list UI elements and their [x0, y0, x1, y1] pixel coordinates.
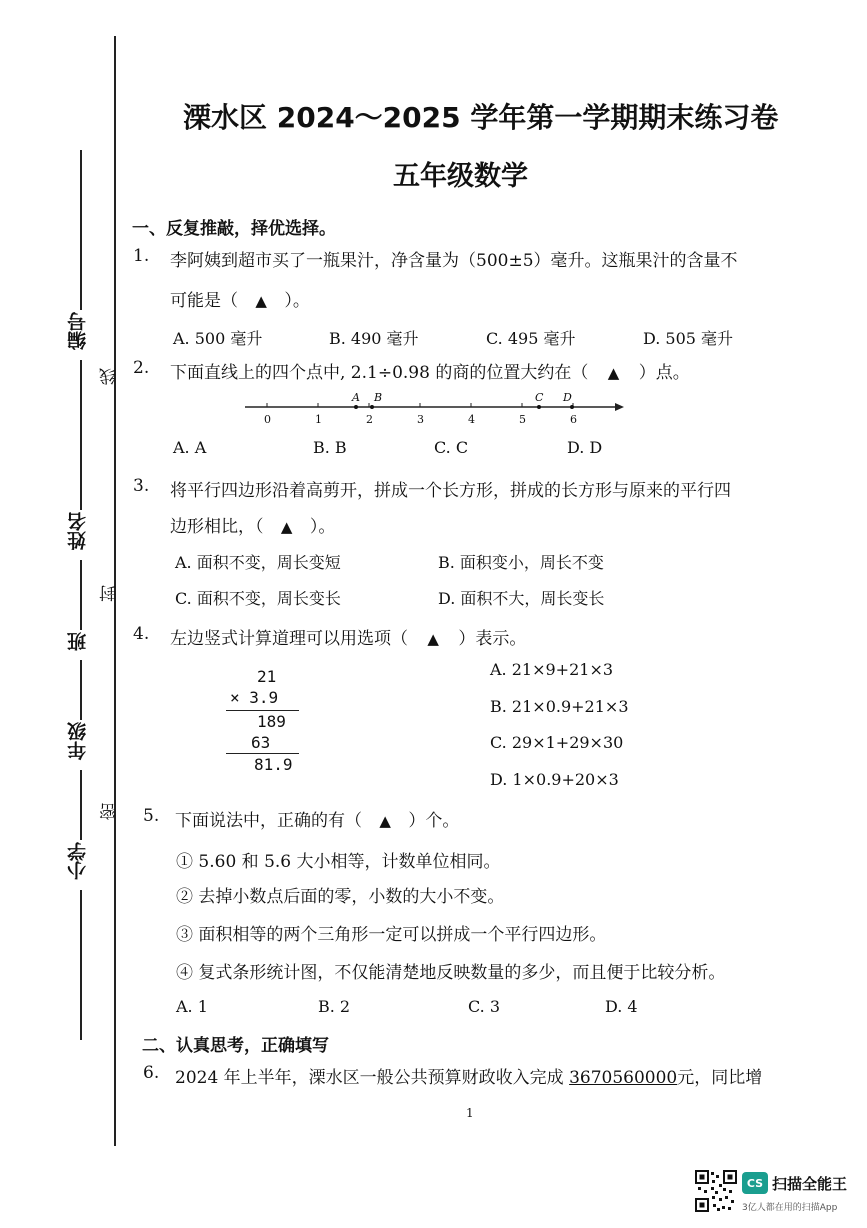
q3-line2-pre: 边形相比，（	[170, 517, 264, 537]
calc-row-1: 21	[257, 667, 277, 686]
q2-text	[170, 358, 690, 383]
q2-option-a: A. A	[173, 438, 207, 457]
q5-number: 5.	[143, 806, 160, 826]
section-1-heading: 一、反复推敲，择优选择。	[132, 219, 336, 239]
q3-option-c: C. 面积不变，周长变长	[175, 589, 341, 608]
q5-statement-3: ③ 面积相等的两个三角形一定可以拼成一个平行四边形。	[176, 925, 607, 945]
cut-word-seal: 封	[100, 585, 120, 602]
q3-line1: 将平行四边形沿着高剪开，拼成一个长方形，拼成的长方形与原来的平行四	[170, 481, 731, 501]
scanner-app-name: 扫描全能王	[772, 1175, 848, 1193]
q5-text	[175, 806, 459, 831]
binding-underline-2	[80, 360, 82, 510]
point-b-label: B	[374, 392, 383, 404]
q3-number: 3.	[133, 476, 150, 496]
q1-line2-post: ）。	[284, 291, 310, 311]
point-c-label: C	[535, 392, 544, 404]
q4-text-post: ）表示。	[458, 629, 527, 649]
answer-blank-marker: ▲	[607, 364, 620, 382]
q4-option-d: D. 1×0.9+20×3	[490, 770, 619, 789]
q2-option-c: C. C	[434, 438, 469, 457]
calc-row-4: 63	[251, 733, 271, 752]
q4-text	[170, 624, 526, 649]
page-number: 1	[466, 1106, 474, 1120]
q5-statement-1: ① 5.60 和 5.6 大小相等，计数单位相同。	[176, 852, 501, 872]
q5-option-c: C. 3	[468, 997, 501, 1016]
point-d-label: D	[563, 392, 572, 404]
point-c-dot	[537, 405, 541, 409]
q1-number: 1.	[133, 246, 150, 266]
q3-option-d: D. 面积不大，周长变长	[438, 589, 605, 608]
q1-option-a: A. 500 毫升	[173, 329, 263, 348]
q6-text-post: 元，同比增	[677, 1068, 763, 1088]
q4-number: 4.	[133, 624, 150, 644]
tick-label-0: 0	[264, 413, 271, 426]
q6-number: 6.	[143, 1063, 160, 1083]
number-line-figure	[240, 392, 630, 432]
tick-label-1: 1	[315, 413, 322, 426]
answer-blank-marker: ▲	[280, 518, 293, 536]
point-a-dot	[354, 405, 358, 409]
q6-text-pre: 2024 年上半年，溧水区一般公共预算财政收入完成	[175, 1068, 570, 1088]
calc-row-3: 189	[257, 712, 286, 731]
tick-label-4: 4	[468, 413, 475, 426]
q4-option-c: C. 29×1+29×30	[490, 733, 624, 752]
q2-number: 2.	[133, 358, 150, 378]
binding-label-school: 小学	[67, 842, 89, 880]
scanner-logo-icon: CS	[742, 1172, 768, 1194]
q4-option-a: A. 21×9+21×3	[490, 660, 614, 679]
q6-amount: 3670560000	[569, 1068, 678, 1088]
binding-label-class: 班	[67, 632, 89, 651]
binding-label-name: 姓名	[67, 512, 89, 550]
binding-underline-4	[80, 660, 82, 720]
binding-label-grade: 年级	[67, 722, 89, 760]
qr-code-icon	[695, 1170, 737, 1212]
calc-row-5: 81.9	[254, 755, 293, 774]
number-line-arrow	[615, 403, 624, 411]
answer-blank-marker: ▲	[427, 630, 439, 648]
tick-label-3: 3	[417, 413, 424, 426]
answer-blank-marker: ▲	[255, 292, 267, 310]
q6-text	[175, 1063, 762, 1088]
q3-option-b: B. 面积变小，周长不变	[438, 553, 604, 572]
binding-underline-1	[80, 150, 82, 310]
q2-option-b: B. B	[313, 438, 347, 457]
q3-option-a: A. 面积不变，周长变短	[175, 553, 341, 572]
q5-option-b: B. 2	[318, 997, 351, 1016]
q2-text-post: ）点。	[638, 363, 690, 383]
q1-option-c: C. 495 毫升	[486, 329, 576, 348]
point-b-dot	[370, 405, 374, 409]
q5-text-post: ）个。	[408, 811, 460, 831]
q4-option-b: B. 21×0.9+21×3	[490, 697, 629, 716]
q1-line2	[170, 286, 310, 311]
section-2-heading: 二、认真思考，正确填写	[142, 1036, 329, 1056]
q5-statement-4: ④ 复式条形统计图，不仅能清楚地反映数量的多少，而且便于比较分析。	[176, 963, 726, 983]
binding-label-number: 编号	[67, 312, 89, 350]
tick-label-5: 5	[519, 413, 526, 426]
exam-title: 溧水区 2024～2025 学年第一学期期末练习卷	[183, 101, 779, 134]
tick-label-2: 2	[366, 413, 373, 426]
q3-line2	[170, 512, 335, 537]
binding-underline-5	[80, 770, 82, 840]
q5-option-d: D. 4	[605, 997, 638, 1016]
q2-option-d: D. D	[567, 438, 603, 457]
cut-word-secret: 密	[100, 803, 120, 820]
q3-line2-post: ）。	[309, 517, 336, 537]
q5-text-pre: 下面说法中，正确的有（	[175, 811, 362, 831]
q2-text-pre: 下面直线上的四个点中, 2.1÷0.98 的商的位置大约在（	[170, 363, 589, 383]
q4-text-pre: 左边竖式计算道理可以用选项（	[170, 629, 408, 649]
q5-statement-2: ② 去掉小数点后面的零，小数的大小不变。	[176, 887, 505, 907]
q1-line1: 李阿姨到超市买了一瓶果汁，净含量为（500±5）毫升。这瓶果汁的含量不	[170, 251, 738, 271]
q1-option-b: B. 490 毫升	[329, 329, 419, 348]
binding-underline-3	[80, 560, 82, 630]
tick-label-6: 6	[570, 413, 577, 426]
exam-subtitle: 五年级数学	[393, 161, 528, 192]
scanner-app-tag: 3亿人都在用的扫描App	[742, 1203, 838, 1213]
point-a-label: A	[352, 392, 360, 404]
q1-line2-pre: 可能是（	[170, 291, 238, 311]
binding-underline-6	[80, 890, 82, 1040]
q5-option-a: A. 1	[176, 997, 208, 1016]
point-d-dot	[570, 405, 574, 409]
cut-word-line: 线	[100, 368, 120, 385]
answer-blank-marker: ▲	[379, 812, 391, 830]
q1-option-d: D. 505 毫升	[643, 329, 734, 348]
calc-row-2: × 3.9	[230, 688, 279, 707]
